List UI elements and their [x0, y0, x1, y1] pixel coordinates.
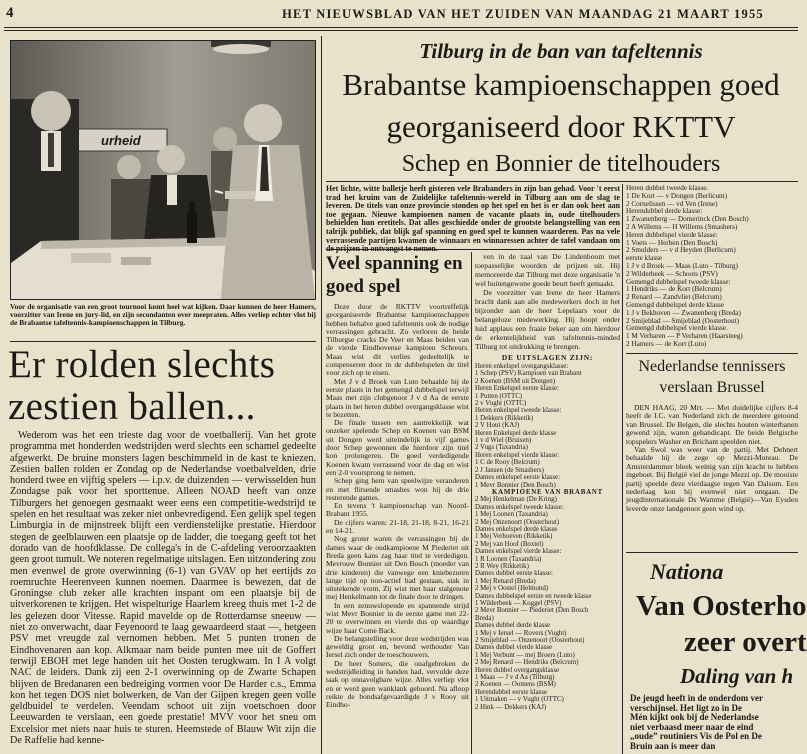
masthead-rule-bottom — [4, 30, 798, 31]
result-line: 2 Hink — Dekkers (KAJ) — [475, 703, 547, 711]
result-line: 2 A Willems — H Willems (Smashers) — [626, 222, 738, 231]
result-line: 2 Wilderbeek — Schoots (PSV) — [626, 269, 718, 278]
article-paragraph: De heer Somers, die onafgebroken de wedstrijdleiding in handen had, vervulde deze taak op onnavolgbare wijze. Alles verliep vlot en er werd geen wanklank gehoord. Na afloop reikte de bondsafgevaardigde J v Rooy uit Eindho- — [326, 658, 469, 710]
result-line: 2 Mej Renard — Hendriks (Belcrum) — [475, 659, 579, 667]
nationa-line: „oude” routiniers Vis de Pol en De — [630, 731, 762, 742]
column-rule-ab — [471, 252, 472, 754]
result-line: 1 J v Bekhoven — Zwanenberg (Breda) — [626, 308, 741, 317]
subhead-rule — [326, 181, 798, 182]
article-paragraph: ven in de zaal van De Lindenboom met toepasselijke woorden de prijzen uit. Hij memoreerde dat Tilburg met deze organisatie 'n wel buitengewone goede beurt heeft gemaakt. — [475, 252, 620, 288]
article-paragraph: Deze door de RKTTV voortreffelijk georganiseerde Brabantse kampioenschappen hebben behalve goed tafeltennis ook de nodige verrassingen gebracht. Zo verloren de beide Tilburgse cracks De Veer en Maas beiden van de vierde Eindhovense kampioen Schreurs. Maas wist dit verlies gedeeltelijk te compenseren door in de dubbelspelen de titel voor zich op te eisen. — [326, 302, 469, 378]
article-paragraph: De cijfers waren: 21-18, 21-18, 8-21, 16-21 en 14-21. — [326, 517, 469, 536]
photo-caption: Voor de organisatie van een groot tournooi komt heel wat kijken. Daar kunnen de heer Hamers, voorzitter van Irene en jury-lid, en zijn secondanten over meepraten. Alles verliep echter vlot bij de Brabantse tafeltennis-kampioenschappen in Tilburg. — [10, 302, 316, 327]
result-line: 2 Smijeblad — Onzenoort (Oosterhout) — [475, 637, 585, 645]
result-line-heading: Herendubbel derde klasse: — [626, 207, 703, 216]
tabletennis-column-b — [475, 252, 620, 754]
nationa-line: niet verbaasd meer naar de eind — [630, 721, 754, 732]
column-rule-bc — [622, 184, 623, 754]
result-line: 2 Mej Onzenoort (Oosterhout) — [475, 518, 560, 526]
tennis-rule — [626, 552, 798, 553]
result-line-heading: eerste klasse — [626, 254, 663, 263]
article-paragraph: In een zenuwslopende en spannende strijd wist Mevr Bonnier in de eerste game met 22-20 te overwinnen en vierde dus op waardige wijze haar Come Back. — [326, 600, 469, 635]
result-line: 1 Mej Renard (Breda) — [475, 577, 536, 585]
results-list-b — [475, 363, 620, 711]
caption-rule — [10, 341, 316, 342]
result-line: 1 R Loonen (Taxandria) — [475, 555, 542, 563]
results-c-rule — [626, 353, 798, 354]
newspaper-masthead-title: HET NIEUWSBLAD VAN HET ZUIDEN VAN MAANDAG 21 MAART 1955 — [282, 7, 764, 21]
result-line: 1 Dekkers (Rikketik) — [475, 414, 534, 422]
nationa-line: verschijnsel. Het ligt zo in De — [630, 702, 742, 713]
result-line-heading: Heren dubbelspel vierde klasse: — [626, 230, 718, 239]
result-line: 1 Zwanenberg — Domerinck (Den Bosch) — [626, 215, 749, 224]
result-line: 1 Mej v Iersel — Rovers (Vught) — [475, 629, 567, 637]
result-line: 1 Schep (PSV) Kampioen van Brabant — [475, 370, 582, 378]
tabletennis-subhead: Schep en Bonnier de titelhouders — [401, 151, 721, 177]
result-line: 1 Mej Verbunt — mej Broers (Luto) — [475, 651, 575, 659]
nationa-article-body — [630, 694, 800, 754]
result-line-heading: Dames dubbelspel eerste en tweede klasse — [475, 592, 592, 600]
wall-sign — [77, 129, 167, 151]
result-line: 2 Vugs (Taxandria) — [475, 444, 528, 452]
ceiling-lamp — [211, 41, 271, 54]
result-line: 1 Mej Verhoeven (Rikketik) — [475, 533, 553, 541]
result-line-heading: Dames dubbel derde klasse — [475, 622, 551, 630]
result-line-heading: Dames dubbel eerste klasse: — [475, 570, 553, 578]
tabletennis-headline-line1: Brabantse kampioenschappen goed — [342, 67, 780, 102]
article-paragraph: De voorzitter van Irene de heer Hamers bracht dank aan alle medewerkers doch in het bijzonder aan de heer Lepelaars voor de belangeloze medewerking. Hij hoopt onder luid applaus een fraaie beker aan om hierdoor de erkentelijkheid van tafeltennis-minded Tilburg tot uitdrukking te brengen. — [475, 288, 620, 351]
result-line-heading: Dames enkelspel derde klasse — [475, 525, 558, 533]
tennis-headline — [626, 356, 798, 402]
column-b-paragraphs — [475, 252, 620, 351]
side-headline — [326, 252, 469, 302]
tabletennis-kicker: Tilburg in de ban van tafeltennis — [419, 39, 703, 63]
result-line-heading: Dames enkelspel vierde klasse: — [475, 548, 562, 556]
nationa-line: Mén kijkt ook bij de Nederlandse — [630, 712, 759, 723]
photo-illustration — [11, 41, 315, 299]
column-rule-left — [321, 36, 322, 754]
side-headline-line2: goed spel — [326, 276, 401, 297]
side-headline-line1: Veel spanning en — [326, 253, 463, 274]
article-paragraph: Met J v d Broek van Luto behaalde hij de eerste plaats in het gemengd dubbelspel terwijl Maas met zijn clubgenoot J v d Aa de eerste plaats in het heren dubbel overgangsklasse wist te bezetten. — [326, 376, 469, 419]
result-line: 1 Uitmaken — v Vught (OTTC) — [475, 696, 564, 704]
result-line: 2 R Wey (Rikketik) — [475, 562, 529, 570]
nationa-kicker: Nationa — [650, 559, 724, 584]
football-headline-line2: zestien ballen... — [8, 385, 256, 428]
result-line: 2 Renard — Zandvliet (Belcrum) — [626, 293, 722, 302]
tabletennis-column-a — [326, 303, 469, 754]
result-line: 2 Koenen — Oomens (BSM) — [475, 681, 556, 689]
result-line: 2 Mevr Bonnier — Piederiet (Den Bosch — [475, 607, 589, 615]
nationa-subhead: Daling van h — [680, 664, 794, 688]
result-line: 2 Cornelissen — vd Ven (Irene) — [626, 199, 718, 208]
page-number: 4 — [6, 5, 14, 21]
result-line: 2 Hamers — de Kort (Luto) — [626, 339, 707, 348]
result-line: 1 J v d Broek — Maas (Luto - Tilburg) — [626, 261, 738, 270]
tennis-article-body — [626, 404, 798, 549]
article-paragraph: De finale tussen een aantrekkelijk wat onzeker spelende Schep en Koenen van BSM uit Dongen werd uiteindelijk in vijf games door Schep gewonnen die hierdoor zijn titel kon prolongeren. De goed verdedigende Koenen kwam verrassend voor de dag en wist een 2-0 voorsprong te nemen. — [326, 418, 469, 477]
result-line: 2 Mej van Hoof (Boxtel) — [475, 540, 544, 548]
result-line-heading: Heren enkelspel overgangsklasse: — [475, 363, 569, 370]
result-line-heading: Dames enkelspel tweede klasse: — [475, 503, 564, 511]
result-line-heading: Heren dubbel overgangsklasse — [475, 666, 560, 674]
result-line: Breda) — [475, 614, 494, 622]
lead-rule — [326, 249, 620, 250]
result-line: 2 J Jansen (de Smashers) — [475, 466, 544, 474]
football-article-body — [10, 430, 316, 754]
result-line: 2 Koenen (BSM uit Dongen) — [475, 377, 555, 385]
results-heading: DE UITSLAGEN ZIJN: — [501, 353, 594, 362]
article-paragraph: De belangstelling voor deze wedstrijden was geweldig groot en, bevond wethouder Van Iersel zich onder de toeschouwers. — [326, 633, 469, 660]
result-line: 1 Maas — J v d Aa (Tilburg) — [475, 674, 555, 682]
result-line-heading: Heren Enkelspel eerste klasse: — [475, 385, 559, 393]
tennis-headline-line2: verslaan Brussel — [659, 379, 765, 396]
result-line: 1 Hendriks — de Kort (Belcrum) — [626, 285, 722, 294]
result-line: 2 Mej Henkelman (De Kring) — [475, 496, 557, 504]
result-line: 1 Mej Loonen (Taxandria) — [475, 511, 548, 519]
result-line-heading: Heren dubbel tweede klasse. — [626, 184, 709, 192]
result-line: 1 v d Wiel (Bruisen) — [475, 437, 532, 445]
result-line: 2 v Vught (OTTC) — [475, 400, 527, 408]
result-line-heading: Gemengd dubbelspel tweede klasse: — [626, 277, 731, 286]
nationa-headline-line1: Van Oosterho — [636, 590, 807, 622]
result-line-heading: Dames dubbel vierde klasse — [475, 644, 553, 652]
result-line: 1 De Kort — v Dongen (Berlicum) — [626, 191, 728, 200]
result-line: 1 C de Rooy (Belcrum) — [475, 459, 540, 467]
nationa-headline-line2: zeer overt — [684, 626, 807, 658]
nationa-line: De jeugd heeft in de onderdom ver — [630, 693, 763, 703]
football-paragraph: Wederom was het een trieste dag voor de voetballerij. Van het grote programma met honderden wedstrijden werd slechts een schamel gedeelte afgewerkt. De bruine monsters lagen beschimmeld in de kast te kniezen. Zestien ballen rolden er Zondag op de Nederlandse voetbalvelden, drie honderd twee en vijftig spelers — i.p.v. de duizenden — verwisselden hun Zondagse pak voor het sporttenue. Alleen NOAD heeft van onze Tilburgers het genoegen gesmaakt weer eens een competitie-wedstrijd te spelen en het resultaat was zeker niet onbevredigend. Een gelijk spel tegen Limburgia in de mijnstreek blijft een verdienstelijke prestatie. Hierdoor stegen de geelblauwen een plaatsje op de ladder, die toegang geeft tot het dorado van de hoofdklasse. De collega's in de C-afdeling veroorzaakten geen groot tumult. We noteren regelmatige uitslagen. Een uitzondering zou men evenwel de grote overwinning (6-1) van GVAV op het eertijds zo roemruchte Heerenveen kunnen noemen. Daarmee is bewezen, dat de Groningse club zeker alle krachten inspant om een plaatsje bij de uitverkorenen te krijgen. Het wispelturige Haarlem kreeg thuis met 1-2 de les gelezen door Vitesse. Rapid mavelde op de Rotterdamse sneeuw — niet zo onverwacht, daar Feyenoord te laag gewaardeerd staat —, hetgeen PSV met vreugde zal vernomen hebben. Met 5 punten tronen de Eindhovenaren aan kop. Alkmaar nam beide punten mee uit de Goffert terwijl EBOH met lege handen uit het Oosten terugkwam. In I A volgt NAC de leiders. Dank zij een 2-1 overwinning op de Zwarte Schapen blijven de Bredanaren een bedreiging vormen voor De Harder c.s., Emma kon het tegen DOS niet bolwerken, de Van der Gijpen kregen geen volle geldbuidel te verdelen. Veendam schoot uit zijn voetschoen door Leeuwarden te verslaan, een goede prestatie! MVV voor het sneu om Excelsior met niets naar huis te sturen. Heemstede of Blauw Wit zijn die De Raffelie had kenne- — [10, 430, 316, 747]
tennis-paragraph: Van Swol was weer van de partij. Met Dehnert behaalde hij de zege op Mezzi-Moreau. De Amsterdammer bleek weinig van zijn kracht te hebben ingeboet. Bij België viel de jonge Mezzi op. De mooiste partij speelde deze vierdaagse tegen Van Dalsum. Een nederlaag kon hij evenwel niet ontgaan. De jeugdinternationale Ds Wamme (België)—Van Eysden leverde onze landgenoot geen wind op. — [626, 445, 798, 513]
result-line: 2 Smijeblad — Smijeblad (Oosterhout) — [626, 316, 739, 325]
result-line: 1 Putten (OTTC) — [475, 392, 523, 400]
result-line-heading: Heren enkelspel tweede klasse: — [475, 407, 562, 415]
article-paragraph: Schep ging hem van speelwijze veranderen en met flitsende smashes won hij de drie resterende games. — [326, 476, 469, 502]
result-line-heading: Herendubbel eerste klasse — [475, 688, 547, 696]
tennis-headline-line1: Nederlandse tennissers — [638, 358, 786, 375]
result-line: 1 Voets — Herben (Den Bosch) — [626, 238, 718, 247]
tabletennis-headline-line2: georganiseerd door RKTTV — [386, 109, 736, 144]
result-line: 1 Wilderbeek — Koggel (PSV) — [475, 600, 562, 607]
result-line-heading: Heren Enkelspel derde klasse — [475, 429, 557, 437]
wall-sign-text: urheid — [101, 133, 141, 148]
result-line-heading: Gemengd dubbelspel derde klasse — [626, 300, 724, 309]
result-line-heading: Dames enkelspel eerste klasse: — [475, 474, 561, 482]
football-headline-line1: Er rolden slechts — [8, 343, 276, 386]
masthead-rule-top — [4, 27, 798, 28]
tennis-paragraph: DEN HAAG, 20 Mrt. — Met duidelijke cijfers 8-4 heeft de I.C. van Nederland zich de meerdere getoond van Brussel. De Belgen, die slechts houten winterbanen gewend zijn, waren gehandicapt. De beide Belgische topspelers Washer en Brichant speelden niet. — [626, 403, 798, 446]
result-line-title: KAMPIOENE VAN BRABANT — [491, 488, 604, 496]
tabletennis-lead: Het lichte, witte balletje heeft gisteren vele Brabanders in zijn ban gehad. Voor 't eerst trad het kruim van de Zuidelijke tafeltennis-wereld in Tilburg aan om de slag te leveren. De titels van onze provincie stonden op het spel en het is er dan ook heet aan toe gegaan. Nieuwe kampioenen namen de vacante plaats in, oude titelhouders behielden hun eretitels. Dat alles geschiedde onder de grootste belangstelling van een talrijk publiek, dat blijk gaf spanning en goed spel te kunnen waarderen. Pas na vele verrassende partijen kwamen de winnaars en winnaressen achter de tafel vandaan om de prijzen in ontvangst te nemen. — [326, 184, 620, 254]
result-line-heading: Heren enkelspel vierde klasse: — [475, 451, 559, 459]
results-list-c — [626, 185, 798, 351]
nationa-line: Bruin aan is meer dan — [630, 740, 716, 751]
result-line: 2 Mej v Oostel (Helmond) — [475, 585, 549, 593]
article-paragraph: Nog groter waren de verrassingen bij de dames waar de oudkampioene M Piederiet uit Breda geen kans zag haar titel te verdedigen. Mevrouw Bonnier uit Den Bosch (moeder van drie kinderen) die vanwege een kniebezuren lange tijd op non-actief had gestaan, stak in uitstekende vorm. Zij wist met haar stalgenote mej Henkelmann tot de finale door te dringen. — [326, 534, 469, 602]
result-line: 1 M Verharen — P Verharen (Haarsteeg) — [626, 332, 743, 341]
tabletennis-photo — [10, 40, 316, 300]
result-line: 2 Smulders — v d Heyden (Berlicum) — [626, 246, 736, 255]
result-line: 1 Mevr Bonnier (Den Bosch) — [475, 481, 556, 489]
article-paragraph: En tevens 't kampioenschap van Noord-Brabant 1955. — [326, 501, 469, 519]
result-line-heading: Gemengd dubbelspel vierde klasse. — [626, 324, 728, 333]
result-line: 2 V Hout (KAJ) — [475, 422, 520, 430]
